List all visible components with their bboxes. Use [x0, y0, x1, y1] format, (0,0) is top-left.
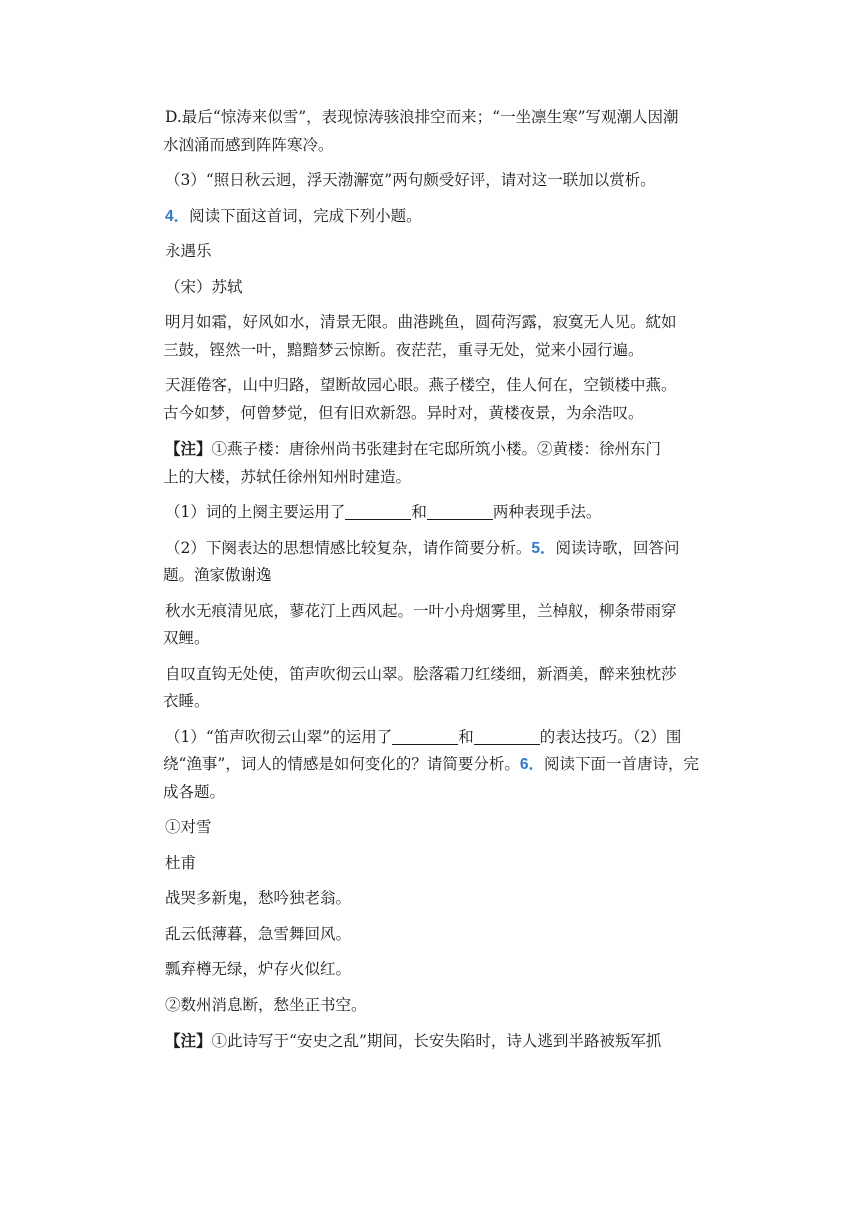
question-4-1: （1）词的上阕主要运用了 和 两种表现手法。: [165, 503, 602, 521]
option-d: [165, 104, 735, 159]
poem-6-line-4: ②数州消息断，愁坐正书空。: [165, 995, 367, 1014]
poem-6-line-3: 瓢弃樽无绿，炉存火似红。: [165, 960, 352, 978]
note-4: 【注】①燕子楼：唐徐州尚书张建封在宅邸所筑小楼。②黄楼：徐州东门 上的大楼，苏轼任徐州知州时建造。: [163, 439, 662, 486]
poem-4-stanza-2: 天涯倦客，山中归路，望断故园心眼。燕子楼空，佳人何在，空锁楼中燕。 古今如梦，何曾梦觉，但有旧欢新怨。异时对，黄楼夜景，为余浩叹。: [163, 376, 677, 422]
poem-4-author: （宋）苏轼: [165, 277, 243, 296]
poem-5-stanza-1: 秋水无痕清见底，蓼花汀上西风起。一叶小舟烟雾里，兰棹舣，柳条带雨穿 双鲤。: [163, 601, 677, 647]
note-label: 【注】: [165, 1031, 212, 1050]
poem-6-author: 杜甫: [165, 853, 197, 872]
poem-6-line-2: 乱云低薄暮，急雪舞回风。: [165, 924, 352, 943]
question-4-heading: 4．阅读下面这首词，完成下列小题。: [165, 206, 422, 225]
poem-5-stanza-2: 自叹直钩无处使，笛声吹彻云山翠。脍落霜刀红缕细，新酒美，醉来独枕莎 衣睡。: [163, 664, 677, 710]
poem-6-line-1: 战哭多新鬼，愁吟独老翁。: [165, 889, 352, 907]
answer-blank[interactable]: [474, 728, 540, 745]
answer-blank[interactable]: [345, 503, 411, 520]
poem-4-title: 永遇乐: [165, 242, 212, 260]
question-number-5: 5．: [531, 539, 556, 557]
question-number-6: 6．: [519, 756, 544, 773]
document-page: [165, 104, 735, 1064]
question-3-3: （3）“照日秋云迥，浮天渤澥宽”两句颇受好评，请对这一联加以赏析。: [165, 171, 656, 189]
poem-6-title: ①对雪: [165, 818, 212, 836]
option-d-line-1: D.最后“惊涛来似雪”，表现惊涛骇浪排空而来；“一坐凛生寒”写观潮人因潮: [165, 108, 679, 126]
question-5-1-2-and-6: （1）“笛声吹彻云山翠”的运用了 和 的表达技巧。（2）围 绕“渔事”，词人的情感是如何变化的？请简要分析。6．阅读下面一首唐诗，完 成各题。: [163, 727, 699, 801]
note-label: 【注】: [165, 439, 212, 458]
question-4-2-and-5: （2）下阕表达的思想情感比较复杂，请作简要分析。5．阅读诗歌，回答问 题。渔家傲谢逸: [163, 538, 680, 584]
answer-blank[interactable]: [427, 503, 493, 520]
poem-4-stanza-1: 明月如霜，好风如水，清景无限。曲港跳鱼，圆荷泻露，寂寞无人见。紞如 三鼓，铿然一叶，黯黯梦云惊断。夜茫茫，重寻无处，觉来小园行遍。: [163, 313, 677, 359]
question-number-4: 4．: [165, 207, 190, 225]
note-6: 【注】①此诗写于“安史之乱”期间，长安失陷时，诗人逃到半路被叛军抓: [165, 1031, 662, 1050]
option-d-line-2: 水汹涌而感到阵阵寒冷。: [163, 135, 334, 154]
answer-blank[interactable]: [392, 728, 458, 745]
